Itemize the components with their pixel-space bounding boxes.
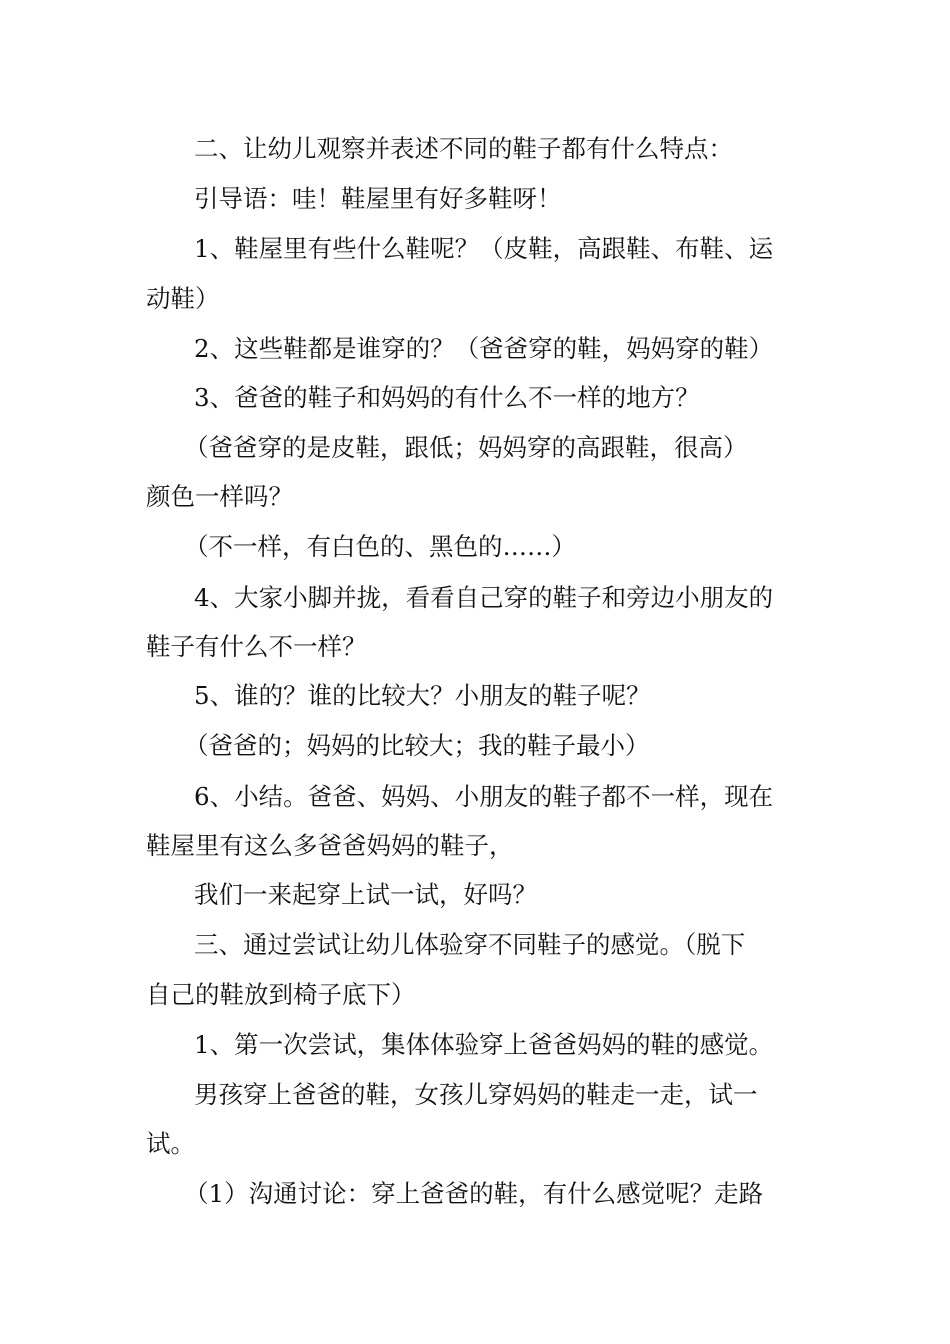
paragraph-line: （爸爸穿的是皮鞋，跟低；妈妈穿的高跟鞋，很高） xyxy=(184,433,748,462)
section-heading-3: 三、通过尝试让幼儿体验穿不同鞋子的感觉。（脱下 xyxy=(194,930,746,959)
paragraph-line: 我们一来起穿上试一试，好吗？ xyxy=(194,880,537,909)
paragraph-line: 2、这些鞋都是谁穿的？（爸爸穿的鞋，妈妈穿的鞋） xyxy=(194,334,774,363)
section-heading-2: 二、让幼儿观察并表述不同的鞋子都有什么特点： xyxy=(194,134,733,163)
paragraph-line: 引导语：哇！鞋屋里有好多鞋呀！ xyxy=(194,184,562,213)
paragraph-line: 自己的鞋放到椅子底下） xyxy=(146,980,416,1009)
paragraph-line: 1、鞋屋里有些什么鞋呢？（皮鞋，高跟鞋、布鞋、运 xyxy=(194,234,774,263)
paragraph-line: 试。 xyxy=(146,1129,195,1158)
paragraph-line: （爸爸的；妈妈的比较大；我的鞋子最小） xyxy=(184,731,650,760)
paragraph-line: 动鞋） xyxy=(146,284,220,313)
paragraph-line: 鞋子有什么不一样？ xyxy=(146,632,367,661)
paragraph-line: 6、小结。爸爸、妈妈、小朋友的鞋子都不一样，现在 xyxy=(194,782,774,811)
paragraph-line: 4、大家小脚并拢，看看自己穿的鞋子和旁边小朋友的 xyxy=(194,583,774,612)
paragraph-line: 鞋屋里有这么多爸爸妈妈的鞋子， xyxy=(146,831,514,860)
paragraph-line: 颜色一样吗？ xyxy=(146,482,293,511)
paragraph-line: 3、爸爸的鞋子和妈妈的有什么不一样的地方？ xyxy=(194,383,700,412)
paragraph-line: （不一样，有白色的、黑色的……） xyxy=(184,532,576,561)
paragraph-line: 5、谁的？谁的比较大？小朋友的鞋子呢？ xyxy=(194,681,651,710)
paragraph-line: （1）沟通讨论：穿上爸爸的鞋，有什么感觉呢？走路 xyxy=(184,1179,764,1208)
paragraph-line: 1、第一次尝试，集体体验穿上爸爸妈妈的鞋的感觉。 xyxy=(194,1030,774,1059)
paragraph-line: 男孩穿上爸爸的鞋，女孩儿穿妈妈的鞋走一走，试一 xyxy=(194,1080,758,1109)
